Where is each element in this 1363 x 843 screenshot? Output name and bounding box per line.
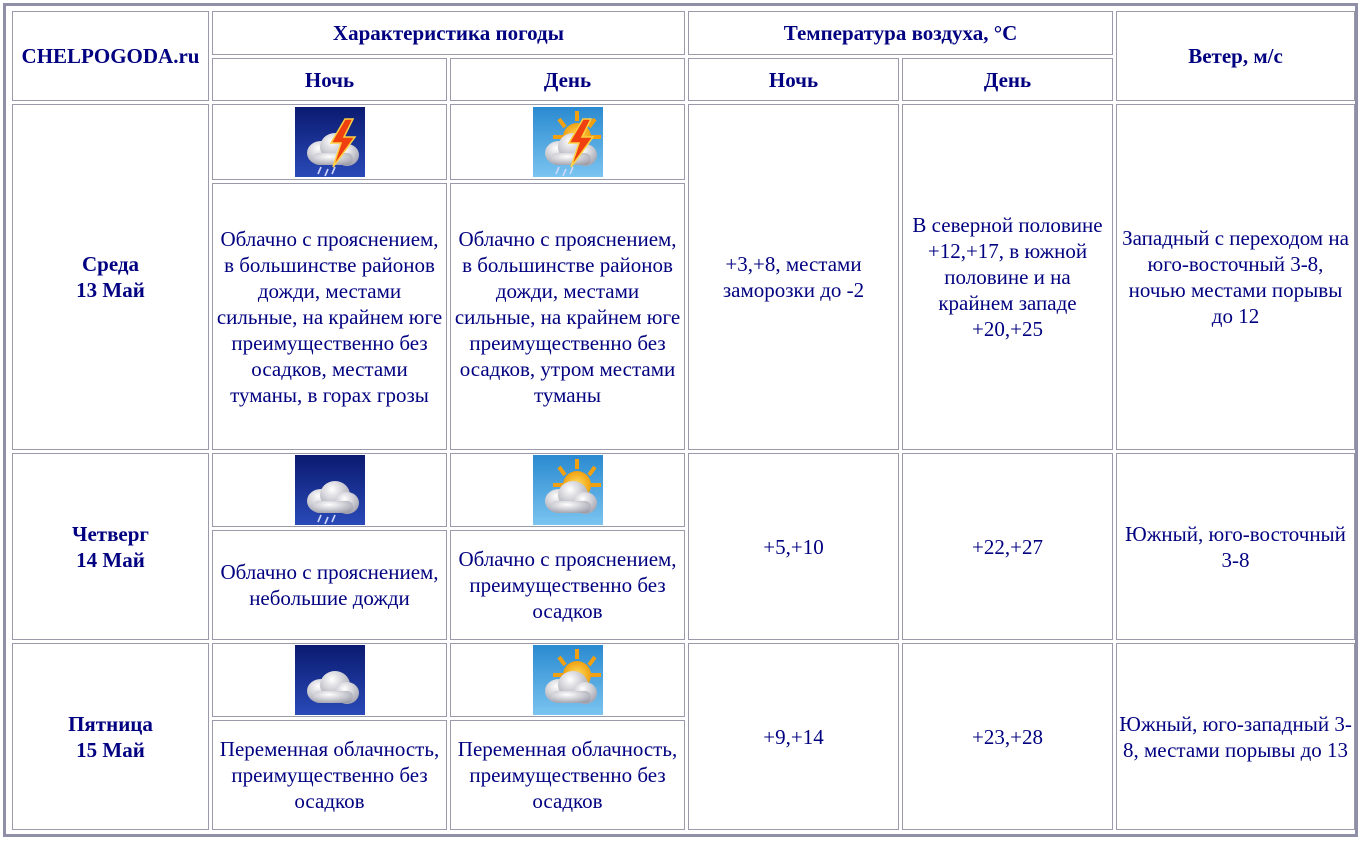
temp-night-header: Ночь [688, 58, 899, 101]
air-temp-header: Температура воздуха, °C [688, 11, 1113, 55]
day-name: Четверг [72, 521, 149, 546]
day-icon-cell [450, 104, 685, 180]
wind-desc: Южный, юго-западный 3-8, местами порывы до 13 [1116, 643, 1355, 830]
day-name: Пятница [68, 711, 153, 736]
day-date: 14 Май [76, 547, 145, 572]
wind-desc: Западный с переходом на юго-восточный 3-8, ночью местами порывы до 12 [1116, 104, 1355, 450]
weather-night-header: Ночь [212, 58, 447, 101]
night-desc: Облачно с прояснением, небольшие дожди [212, 530, 447, 640]
forecast-frame [3, 3, 1358, 837]
day-cell [12, 104, 209, 450]
wind-desc: Южный, юго-восточный 3-8 [1116, 453, 1355, 640]
day-date: 13 Май [76, 278, 145, 302]
weather-day-header: День [450, 58, 685, 101]
night-icon-cell [212, 643, 447, 717]
wind-header: Ветер, м/с [1116, 11, 1355, 101]
night-icon-cell [212, 453, 447, 527]
day-temp: +23,+28 [902, 643, 1113, 830]
day-thunderstorm-icon [533, 107, 603, 177]
day-date: 15 Май [76, 737, 145, 762]
day-temp: +22,+27 [902, 453, 1113, 640]
forecast-table [9, 8, 1358, 833]
night-desc: Облачно с прояснением, в большинстве районов дожди, местами сильные, на крайнем юге преимущественно без осадков, местами туманы, в горах грозы [212, 183, 447, 450]
weather-char-header: Характеристика погоды [212, 11, 685, 55]
day-cell [12, 453, 209, 640]
night-temp: +9,+14 [688, 643, 899, 830]
day-icon-cell [450, 643, 685, 717]
night-temp: +5,+10 [688, 453, 899, 640]
night-icon-cell [212, 104, 447, 180]
temp-day-header: День [902, 58, 1113, 101]
night-cloud-rain-icon [295, 455, 365, 525]
day-desc: Облачно с прояснением, в большинстве районов дожди, местами сильные, на крайнем юге преимущественно без осадков, утром местами туманы [450, 183, 685, 450]
day-icon-cell [450, 453, 685, 527]
day-cell [12, 643, 209, 830]
night-thunderstorm-icon [295, 107, 365, 177]
day-desc: Переменная облачность, преимущественно без осадков [450, 720, 685, 830]
day-partly-cloudy-icon [533, 455, 603, 525]
site-name: CHELPOGODA.ru [12, 11, 209, 101]
day-partly-cloudy-icon [533, 645, 603, 715]
day-temp: В северной половине +12,+17, в южной половине и на крайнем западе +20,+25 [902, 104, 1113, 450]
day-desc: Облачно с прояснением, преимущественно без осадков [450, 530, 685, 640]
night-temp: +3,+8, местами заморозки до -2 [688, 104, 899, 450]
day-name: Среда [81, 252, 139, 276]
night-partly-cloudy-icon [295, 645, 365, 715]
night-desc: Переменная облачность, преимущественно без осадков [212, 720, 447, 830]
